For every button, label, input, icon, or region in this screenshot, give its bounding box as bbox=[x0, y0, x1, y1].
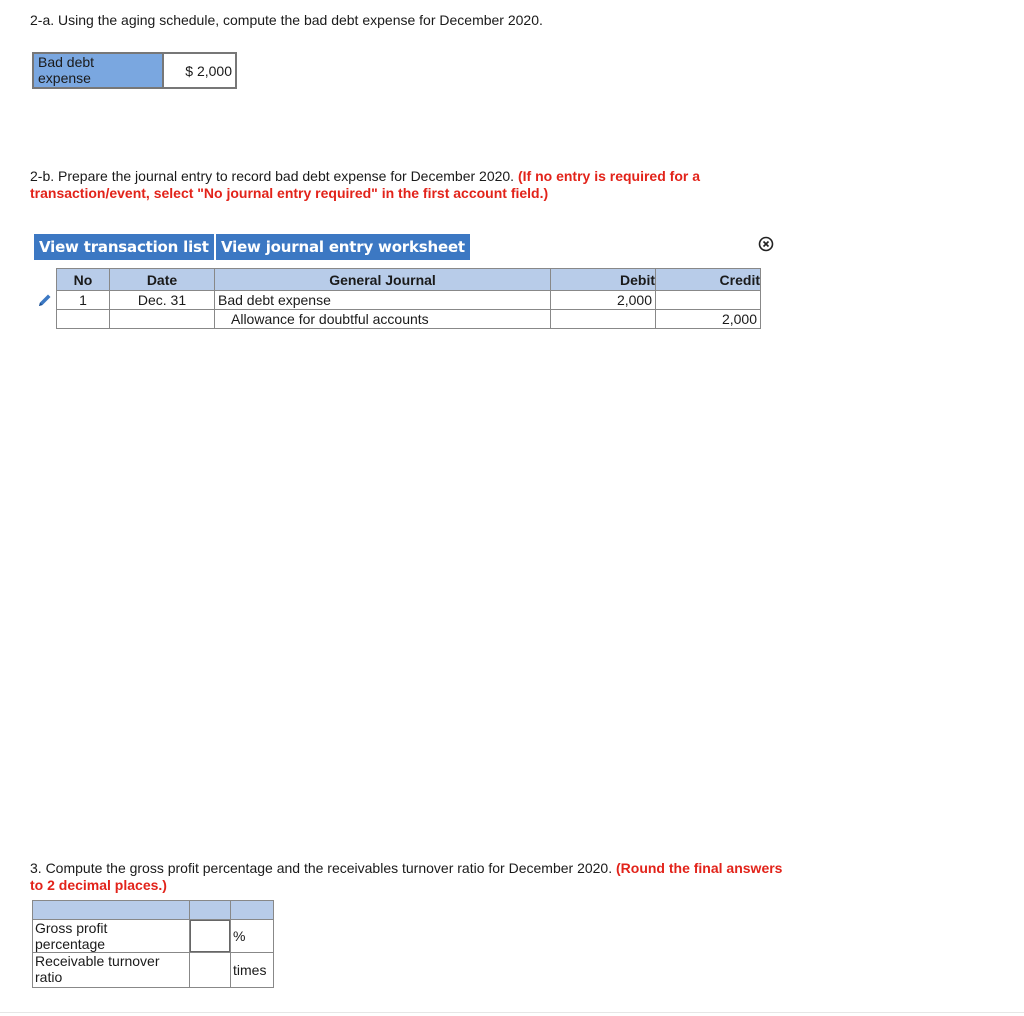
table-row bbox=[33, 920, 274, 953]
receivable-turnover-cell bbox=[190, 953, 231, 988]
question-2b-instruction: (If no entry is required for a transaction/event, select "No journal entry required" in the first account field.) bbox=[30, 168, 700, 201]
table-row bbox=[57, 310, 761, 329]
receivable-turnover-label-line2: ratio bbox=[35, 969, 63, 985]
row-credit: 2,000 bbox=[656, 310, 761, 329]
row-no: 1 bbox=[57, 291, 110, 310]
row-credit bbox=[656, 291, 761, 310]
bad-debt-label-line1: Bad debt bbox=[38, 54, 95, 70]
table-row bbox=[57, 291, 761, 310]
pencil-edit-icon[interactable] bbox=[37, 292, 53, 308]
bad-debt-value: $ 2,000 bbox=[185, 62, 232, 79]
percent-unit: % bbox=[231, 920, 274, 953]
ratios-header-row bbox=[33, 901, 274, 920]
gross-profit-input[interactable] bbox=[190, 920, 230, 952]
gross-profit-label bbox=[33, 920, 190, 953]
col-header-date: Date bbox=[110, 269, 215, 291]
row-date bbox=[110, 310, 215, 329]
bottom-divider bbox=[0, 1012, 1024, 1013]
receivable-turnover-label bbox=[33, 953, 190, 988]
question-2b-prompt bbox=[30, 168, 790, 202]
receivable-turnover-label-line1: Receivable turnover bbox=[35, 953, 160, 969]
question-2b-text: 2-b. Prepare the journal entry to record bad debt expense for December 2020. bbox=[30, 168, 515, 184]
row-debit bbox=[551, 310, 656, 329]
bad-debt-label-line2: expense bbox=[38, 70, 91, 86]
bad-debt-table bbox=[32, 52, 237, 89]
gross-profit-cell bbox=[190, 920, 231, 953]
view-transaction-list-button[interactable]: View transaction list bbox=[34, 234, 214, 260]
receivable-turnover-input[interactable] bbox=[190, 953, 230, 987]
question-2a-prompt: 2-a. Using the aging schedule, compute the bad debt expense for December 2020. bbox=[30, 12, 543, 28]
ratios-header-cell bbox=[231, 901, 274, 920]
ratios-header-cell bbox=[190, 901, 231, 920]
gross-profit-label-line1: Gross profit bbox=[35, 920, 108, 936]
ratios-header-cell bbox=[33, 901, 190, 920]
journal-header-row bbox=[57, 269, 761, 291]
row-debit: 2,000 bbox=[551, 291, 656, 310]
col-header-general-journal: General Journal bbox=[215, 269, 551, 291]
col-header-no: No bbox=[57, 269, 110, 291]
row-no bbox=[57, 310, 110, 329]
question-3-prompt bbox=[30, 860, 790, 894]
times-unit: times bbox=[231, 953, 274, 988]
question-3-text: 3. Compute the gross profit percentage and the receivables turnover ratio for December 2020. bbox=[30, 860, 613, 876]
row-date: Dec. 31 bbox=[110, 291, 215, 310]
col-header-debit: Debit bbox=[551, 269, 656, 291]
close-icon[interactable] bbox=[758, 236, 774, 252]
row-account: Bad debt expense bbox=[215, 291, 551, 310]
gross-profit-label-line2: percentage bbox=[35, 936, 106, 952]
journal-table bbox=[56, 268, 761, 329]
view-journal-entry-worksheet-button[interactable]: View journal entry worksheet bbox=[216, 234, 470, 260]
row-account: Allowance for doubtful accounts bbox=[215, 310, 551, 329]
bad-debt-label bbox=[33, 53, 163, 88]
bad-debt-value-field[interactable] bbox=[163, 53, 236, 88]
question-3-instruction: (Round the final answers to 2 decimal places.) bbox=[30, 860, 783, 893]
ratios-table bbox=[32, 900, 274, 988]
table-row bbox=[33, 953, 274, 988]
col-header-credit: Credit bbox=[656, 269, 761, 291]
